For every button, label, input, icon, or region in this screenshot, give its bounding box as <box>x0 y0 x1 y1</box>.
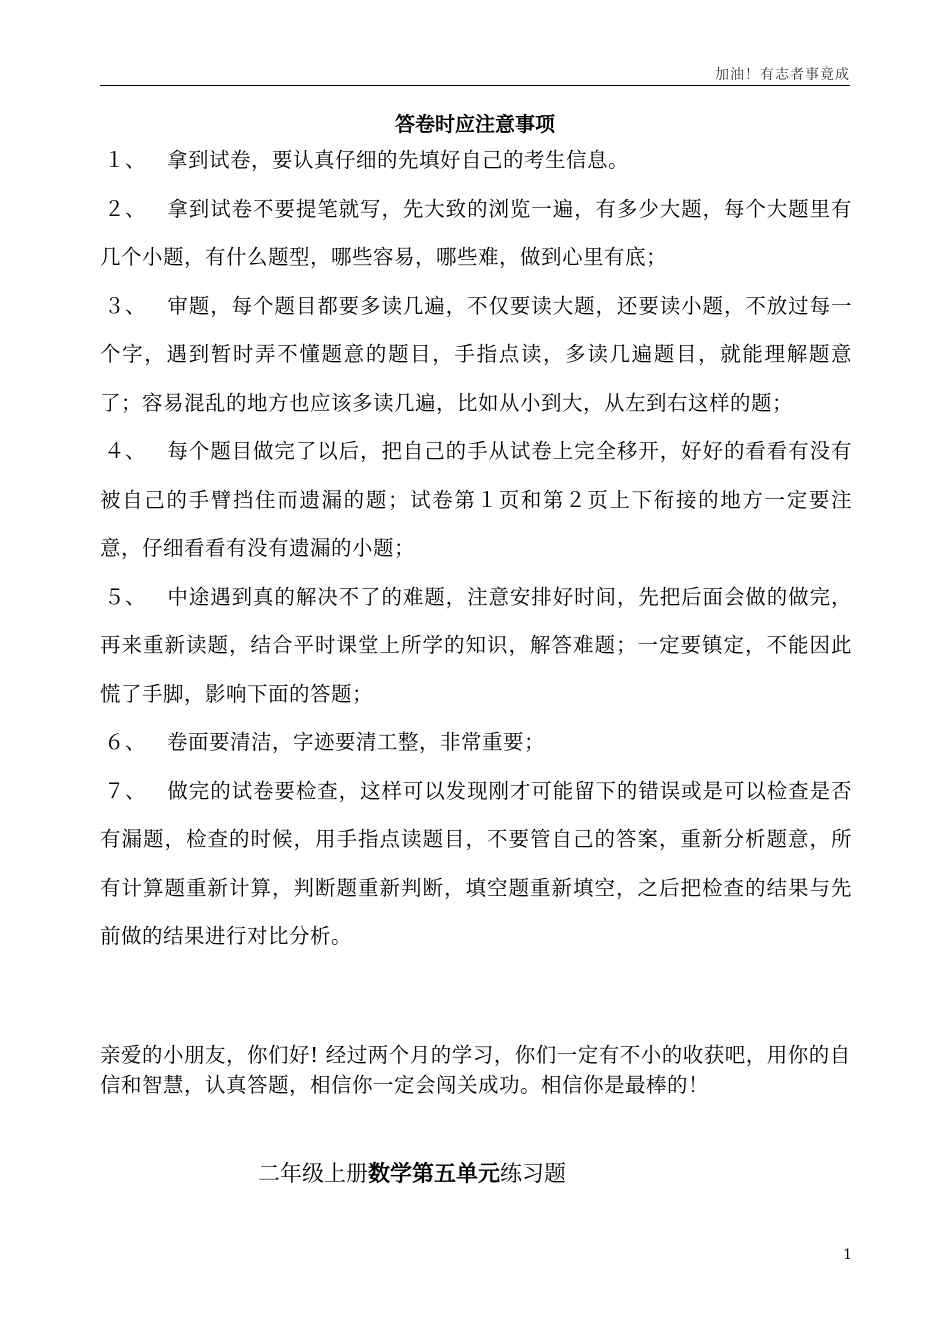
worksheet-subtitle <box>258 1158 566 1191</box>
notice-item-6 <box>100 718 852 767</box>
notice-item-5 <box>100 573 852 719</box>
notice-item-number: ６、 <box>104 730 146 754</box>
header-divider <box>100 85 850 86</box>
subtitle-unit: 数学第五单元 <box>368 1161 501 1187</box>
notice-item-number: ７、 <box>104 778 146 803</box>
subtitle-suffix: 练习题 <box>500 1162 567 1187</box>
notice-item-3 <box>100 282 852 428</box>
notice-item-7 <box>100 767 852 961</box>
notice-item-text: 中途遇到真的解决不了的难题，注意安排好时间，先把后面会做的做完，再来重新读题，结合平时课堂上所学的知识，解答难题；一定要镇定，不能因此慌了手脚，影响下面的答题； <box>100 584 852 706</box>
notice-item-text: 做完的试卷要检查，这样可以发现刚才可能留下的错误或是可以检查是否有漏题，检查的时候，用手指点读题目，不要管自己的答案，重新分析题意，所有计算题重新计算，判断题重新判断，填空题重新填空，之后把检查的结果与先前做的结果进行对比分析。 <box>100 778 852 948</box>
notice-item-1 <box>100 136 852 185</box>
document-title: 答卷时应注意事项 <box>395 112 555 136</box>
page-number: 1 <box>843 1247 852 1263</box>
notice-item-number: １、 <box>104 148 146 172</box>
notice-item-number: ４、 <box>104 439 146 463</box>
notice-item-text: 拿到试卷不要提笔就写，先大致的浏览一遍，有多少大题，每个大题里有几个小题，有什么题型，哪些容易，哪些难，做到心里有底； <box>100 196 852 269</box>
notice-item-number: ３、 <box>104 293 146 318</box>
subtitle-grade: 二年级上册 <box>258 1162 369 1187</box>
notice-item-number: ２、 <box>104 196 146 221</box>
notice-list <box>100 136 852 961</box>
notice-item-text: 拿到试卷，要认真仔细的先填好自己的考生信息。 <box>167 148 629 172</box>
notice-item-text: 每个题目做完了以后，把自己的手从试卷上完全移开，好好的看看有没有被自己的手臂挡住而遗漏的题；试卷第１页和第２页上下衔接的地方一定要注意，仔细看看有没有遗漏的小题； <box>100 439 852 560</box>
notice-item-2 <box>100 185 852 282</box>
notice-item-number: ５、 <box>104 584 146 609</box>
notice-item-4 <box>100 427 852 573</box>
header-motto: 加油！有志者事竟成 <box>715 67 850 83</box>
encouragement-paragraph: 亲爱的小朋友，你们好! 经过两个月的学习，你们一定有不小的收获吧，用你的自信和智慧，认真答题，相信你一定会闯关成功。相信你是最棒的！ <box>100 1043 851 1097</box>
notice-item-text: 卷面要清洁，字迹要清工整，非常重要； <box>167 730 545 754</box>
notice-item-text: 审题，每个题目都要多读几遍，不仅要读大题，还要读小题，不放过每一个字，遇到暂时弄不懂题意的题目，手指点读，多读几遍题目，就能理解题意了；容易混乱的地方也应该多读几遍，比如从小到大，从左到右这样的题； <box>100 293 852 415</box>
